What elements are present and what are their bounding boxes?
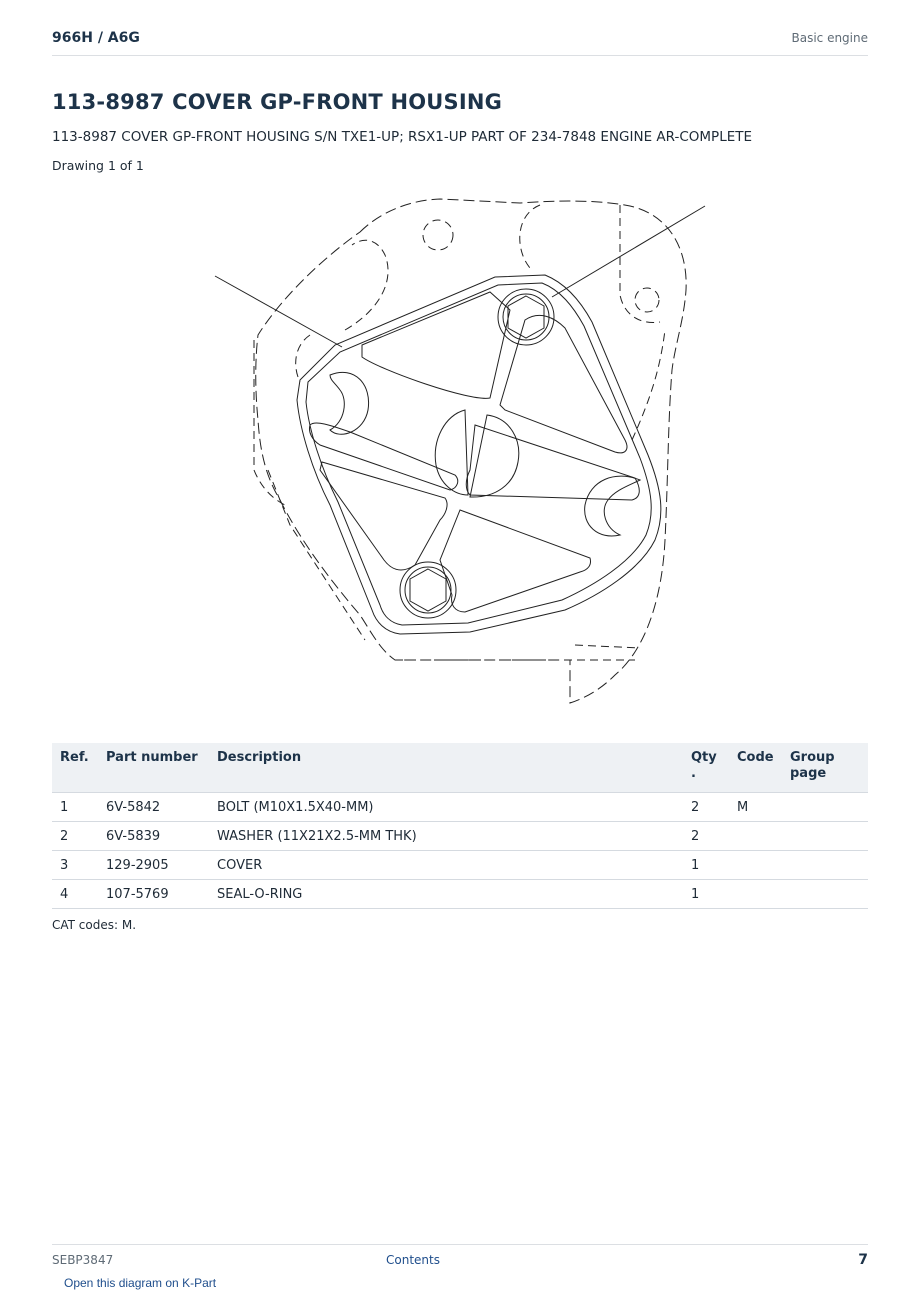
contents-link[interactable]: Contents: [386, 1253, 440, 1267]
housing-outline: [256, 199, 686, 703]
cat-codes-note: CAT codes: M.: [52, 918, 137, 932]
cell-ref: 1: [52, 793, 98, 822]
table-row: [52, 880, 868, 909]
page-title: 113-8987 COVER GP-FRONT HOUSING: [52, 90, 503, 114]
page-subtitle: 113-8987 COVER GP-FRONT HOUSING S/N TXE1-UP; RSX1-UP PART OF 234-7848 ENGINE AR-COMPLETE: [52, 129, 753, 145]
section-name: Basic engine: [791, 31, 868, 45]
table-row: [52, 793, 868, 822]
bolt-head: [498, 289, 554, 345]
kpart-link[interactable]: Open this diagram on K-Part: [64, 1276, 217, 1290]
housing-hole: [423, 220, 453, 250]
cell-code: M: [729, 793, 782, 822]
cell-qty: 1: [683, 851, 729, 880]
cell-group-page: [782, 851, 868, 880]
table-row: [52, 851, 868, 880]
cell-ref: 4: [52, 880, 98, 909]
table-header-row: [52, 743, 868, 793]
cell-part-number: 6V-5839: [98, 822, 209, 851]
cell-group-page: [782, 880, 868, 909]
cell-qty: 2: [683, 822, 729, 851]
cell-description: BOLT (M10X1.5X40-MM): [209, 793, 683, 822]
cell-part-number: 6V-5842: [98, 793, 209, 822]
col-code: Code: [729, 743, 782, 793]
drawing-count: Drawing 1 of 1: [52, 158, 144, 173]
col-part-number: Part number: [98, 743, 209, 793]
callout-line: [552, 206, 705, 297]
cell-ref: 2: [52, 822, 98, 851]
page-number: 7: [858, 1252, 868, 1268]
cell-group-page: [782, 822, 868, 851]
cell-description: COVER: [209, 851, 683, 880]
housing-hole: [635, 288, 659, 312]
page-footer: [52, 1244, 868, 1274]
table-row: [52, 822, 868, 851]
machine-model: 966H / A6G: [52, 30, 140, 46]
col-qty: Qty .: [683, 743, 729, 793]
cell-group-page: [782, 793, 868, 822]
cell-part-number: 129-2905: [98, 851, 209, 880]
page-header: [52, 28, 868, 56]
cell-code: [729, 822, 782, 851]
cell-description: WASHER (11X21X2.5-MM THK): [209, 822, 683, 851]
parts-diagram: [200, 190, 720, 710]
callout-line: [215, 276, 342, 347]
parts-table: [52, 743, 868, 909]
document-number: SEBP3847: [52, 1253, 114, 1267]
center-boss: [435, 410, 468, 495]
cell-description: SEAL-O-RING: [209, 880, 683, 909]
cell-code: [729, 851, 782, 880]
cell-ref: 3: [52, 851, 98, 880]
cell-qty: 2: [683, 793, 729, 822]
bolt-head: [400, 562, 456, 618]
col-description: Description: [209, 743, 683, 793]
col-ref: Ref.: [52, 743, 98, 793]
cell-part-number: 107-5769: [98, 880, 209, 909]
col-group-page: Group page: [782, 743, 868, 793]
cell-qty: 1: [683, 880, 729, 909]
cell-code: [729, 880, 782, 909]
